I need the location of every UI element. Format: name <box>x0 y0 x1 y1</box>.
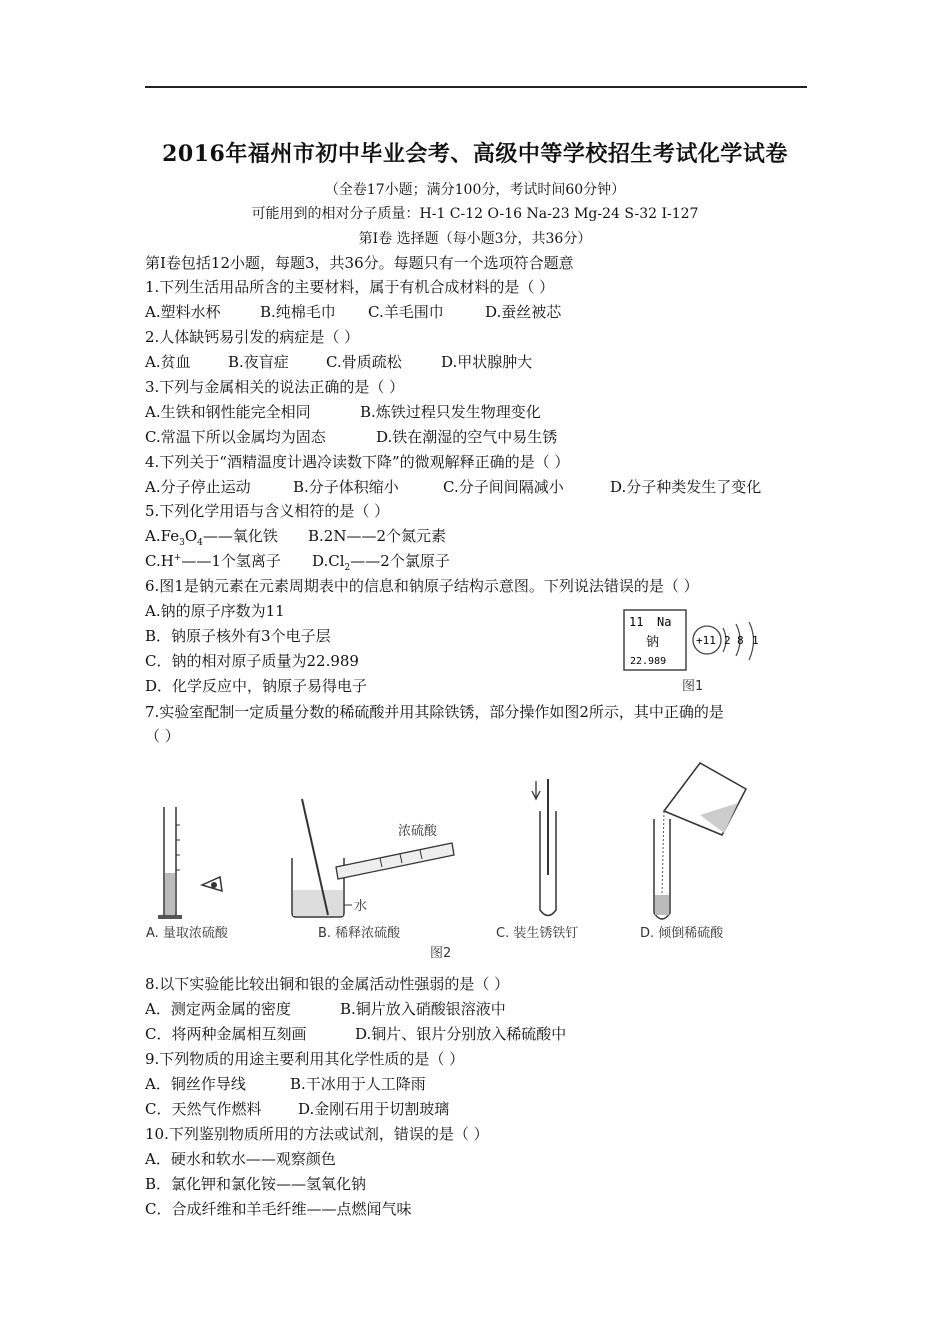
option-d: D.蚕丝被芯 <box>485 303 562 321</box>
option-d: D．化学反应中，钠原子易得电子 <box>145 677 368 695</box>
figure-2-operations <box>140 755 780 965</box>
option-b: B.铜片放入硝酸银溶液中 <box>340 1000 506 1018</box>
option-c: C.分子间间隔减小 <box>443 478 564 496</box>
option-b: B.纯棉毛巾 <box>260 303 336 321</box>
question-3-options-cd <box>145 426 557 447</box>
atomic-number: 11 <box>629 615 644 629</box>
question-4-stem: 4.下列关于“酒精温度计遇冷读数下降”的微观解释正确的是（ ） <box>145 453 570 471</box>
arrow-down-icon <box>532 781 540 799</box>
option-b: B.分子体积缩小 <box>293 478 399 496</box>
atomic-mass: 22.989 <box>630 656 667 667</box>
section-heading: 第Ⅰ卷 选择题（每小题3分，共36分） <box>358 231 592 247</box>
shell-3-count: 1 <box>752 634 759 647</box>
figure-1-sodium <box>620 604 770 694</box>
option-b: B．氯化钾和氯化铵——氢氧化钠 <box>145 1175 367 1193</box>
option-a: A．测定两金属的密度 <box>145 1000 291 1018</box>
question-8-options-cd <box>145 1023 566 1044</box>
option-a: $A.Fe_3O_4——$氧化铁 <box>145 527 278 548</box>
question-8-stem: 8.以下实验能比较出铜和银的金属活动性强弱的是（ ） <box>145 975 510 993</box>
caption-a: A. 量取浓硫酸 <box>146 926 228 941</box>
question-3-options-ab <box>145 401 541 422</box>
question-2-options <box>145 351 532 372</box>
label-water: 水 <box>354 899 368 914</box>
option-d: D.金刚石用于切割玻璃 <box>298 1100 450 1118</box>
option-d: D.铜片、银片分别放入稀硫酸中 <box>355 1025 567 1043</box>
question-1-stem: 1.下列生活用品所含的主要材料，属于有机合成材料的是（ ） <box>145 278 555 296</box>
option-c: C．合成纤维和羊毛纤维——点燃闻气味 <box>145 1200 412 1218</box>
relative-masses: 可能用到的相对分子质量：H-1 C-12 O-16 Na-23 Mg-24 S-32 I-127 <box>251 206 699 222</box>
question-5-stem: 5.下列化学用语与含义相符的是（ ） <box>145 502 390 520</box>
question-9-options-ab <box>145 1073 426 1094</box>
caption-d: D. 倾倒稀硫酸 <box>640 926 724 941</box>
option-b: B.炼铁过程只发生物理变化 <box>360 403 541 421</box>
element-name: 钠 <box>646 635 660 650</box>
option-c: C．天然气作燃料 <box>145 1100 262 1118</box>
option-d: D.铁在潮湿的空气中易生锈 <box>376 428 558 446</box>
header-rule <box>145 86 807 88</box>
question-9-stem: 9.下列物质的用途主要利用其化学性质的是（ ） <box>145 1050 465 1068</box>
question-7-stem: 7.实验室配制一定质量分数的稀硫酸并用其除铁锈，部分操作如图2所示，其中正确的是 <box>145 703 724 721</box>
option-b: B.干冰用于人工降雨 <box>290 1075 426 1093</box>
eye-icon <box>202 877 222 891</box>
question-5-options-cd <box>145 550 450 573</box>
tilted-cylinder-icon <box>336 843 454 879</box>
figure-1-caption: 图1 <box>682 679 704 694</box>
option-c: C．将两种金属相互刻画 <box>145 1025 307 1043</box>
question-5-options-ab <box>145 525 446 548</box>
option-a: A.贫血 <box>145 353 191 371</box>
question-2-stem: 2.人体缺钙易引发的病症是（ ） <box>145 328 360 346</box>
question-4-options <box>145 476 761 497</box>
question-10-stem: 10.下列鉴别物质所用的方法或试剂，错误的是（ ） <box>145 1125 489 1143</box>
option-d: $D.Cl_2——2$个氯原子 <box>312 552 450 573</box>
option-d: D.甲状腺肿大 <box>441 353 533 371</box>
shell-1-count: 2 <box>724 634 731 647</box>
figure-2-caption: 图2 <box>430 946 452 961</box>
option-c: C.H+——1个氢离子 <box>145 552 281 570</box>
option-b: B.夜盲症 <box>228 353 289 371</box>
question-7-paren: （ ） <box>145 727 180 745</box>
option-b: B．钠原子核外有3个电子层 <box>145 627 331 645</box>
shell-2-count: 8 <box>737 634 744 647</box>
pouring-beaker-icon <box>662 763 746 895</box>
option-b: B.2N——2个氮元素 <box>308 527 447 545</box>
caption-b: B. 稀释浓硫酸 <box>318 926 401 941</box>
exam-title: 2016年福州市初中毕业会考、高级中等学校招生考试化学试卷 <box>162 141 788 167</box>
option-c: C.骨质疏松 <box>326 353 402 371</box>
option-a: A.分子停止运动 <box>145 478 251 496</box>
option-c: C．钠的相对原子质量为22.989 <box>145 652 359 670</box>
option-c: C.羊毛围巾 <box>368 303 444 321</box>
option-a: A．硬水和软水——观察颜色 <box>145 1150 336 1168</box>
test-tube-icon-d <box>654 819 670 919</box>
option-a: A.生铁和钢性能完全相同 <box>145 403 311 421</box>
element-symbol: Na <box>657 615 672 629</box>
option-a: A.塑料水杯 <box>145 303 221 321</box>
question-1-options <box>145 301 561 322</box>
option-d: D.分子种类发生了变化 <box>610 478 762 496</box>
section-intro: 第Ⅰ卷包括12小题，每题3，共36分。每题只有一个选项符合题意 <box>145 254 574 272</box>
option-c: C.常温下所以金属均为固态 <box>145 428 326 446</box>
question-3-stem: 3.下列与金属相关的说法正确的是（ ） <box>145 378 405 396</box>
option-a: A．铜丝作导线 <box>145 1075 246 1093</box>
question-8-options-ab <box>145 998 506 1019</box>
exam-subtitle: （全卷17小题；满分100分，考试时间60分钟） <box>324 182 626 198</box>
label-conc-acid: 浓硫酸 <box>398 824 438 839</box>
nucleus-charge: +11 <box>696 634 716 647</box>
question-9-options-cd <box>145 1098 449 1119</box>
caption-c: C. 装生锈铁钉 <box>496 926 579 941</box>
question-6-stem: 6.图1是钠元素在元素周期表中的信息和钠原子结构示意图。下列说法错误的是（ ） <box>145 577 699 595</box>
option-a: A.钠的原子序数为11 <box>145 602 285 620</box>
graduated-cylinder-icon <box>158 807 182 919</box>
